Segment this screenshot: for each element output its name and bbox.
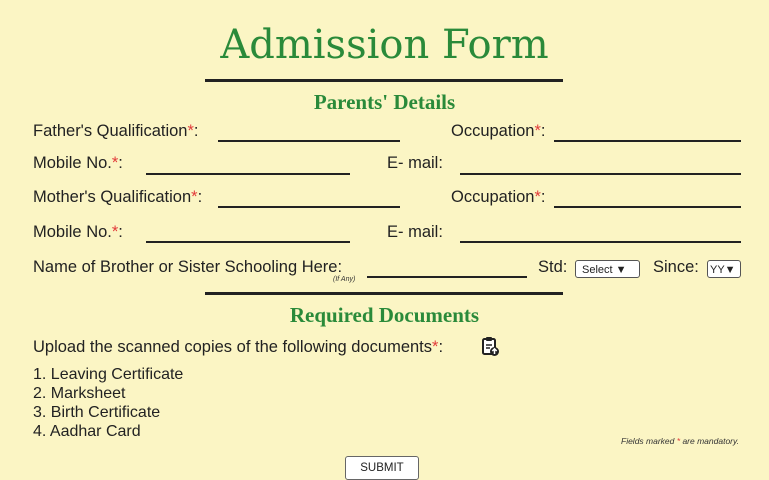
submit-button[interactable]: SUBMIT	[345, 456, 419, 480]
page-title: Admission Form	[220, 22, 549, 68]
document-item: 1. Leaving Certificate	[33, 366, 184, 383]
sibling-name-field[interactable]	[367, 276, 527, 278]
since-select[interactable]: YY▼	[707, 260, 741, 278]
parents-details-heading: Parents' Details	[313, 90, 456, 114]
mother-occupation-label: Occupation*:	[451, 188, 546, 206]
title-divider	[205, 79, 563, 82]
mother-email-label: E- mail:	[387, 223, 443, 241]
std-select[interactable]: Select ▼	[575, 260, 640, 278]
since-label: Since:	[653, 258, 699, 276]
document-item: 4. Aadhar Card	[33, 423, 141, 440]
father-mobile-label: Mobile No.*:	[33, 154, 123, 172]
upload-document-icon[interactable]	[480, 336, 500, 362]
mother-qualification-label: Mother's Qualification*:	[33, 188, 203, 206]
section-divider	[205, 292, 563, 295]
mother-occupation-field[interactable]	[554, 206, 741, 208]
required-documents-heading: Required Documents	[289, 303, 480, 327]
mandatory-note: Fields marked * are mandatory.	[621, 436, 739, 446]
document-item: 2. Marksheet	[33, 385, 126, 402]
std-label: Std:	[538, 258, 568, 276]
father-mobile-field[interactable]	[146, 173, 350, 175]
document-item: 3. Birth Certificate	[33, 404, 161, 421]
father-qualification-field[interactable]	[218, 140, 400, 142]
sibling-label: Name of Brother or Sister Schooling Here:	[33, 258, 343, 276]
father-qualification-label: Father's Qualification*:	[33, 122, 199, 140]
father-email-field[interactable]	[460, 173, 741, 175]
upload-label: Upload the scanned copies of the following documents*:	[33, 338, 444, 356]
father-email-label: E- mail:	[387, 154, 443, 172]
mother-mobile-label: Mobile No.*:	[33, 223, 123, 241]
father-occupation-field[interactable]	[554, 140, 741, 142]
sibling-hint: (If Any)	[333, 276, 356, 283]
mother-qualification-field[interactable]	[218, 206, 400, 208]
mother-mobile-field[interactable]	[146, 241, 350, 243]
father-occupation-label: Occupation*:	[451, 122, 546, 140]
mother-email-field[interactable]	[460, 241, 741, 243]
documents-list	[33, 365, 183, 441]
